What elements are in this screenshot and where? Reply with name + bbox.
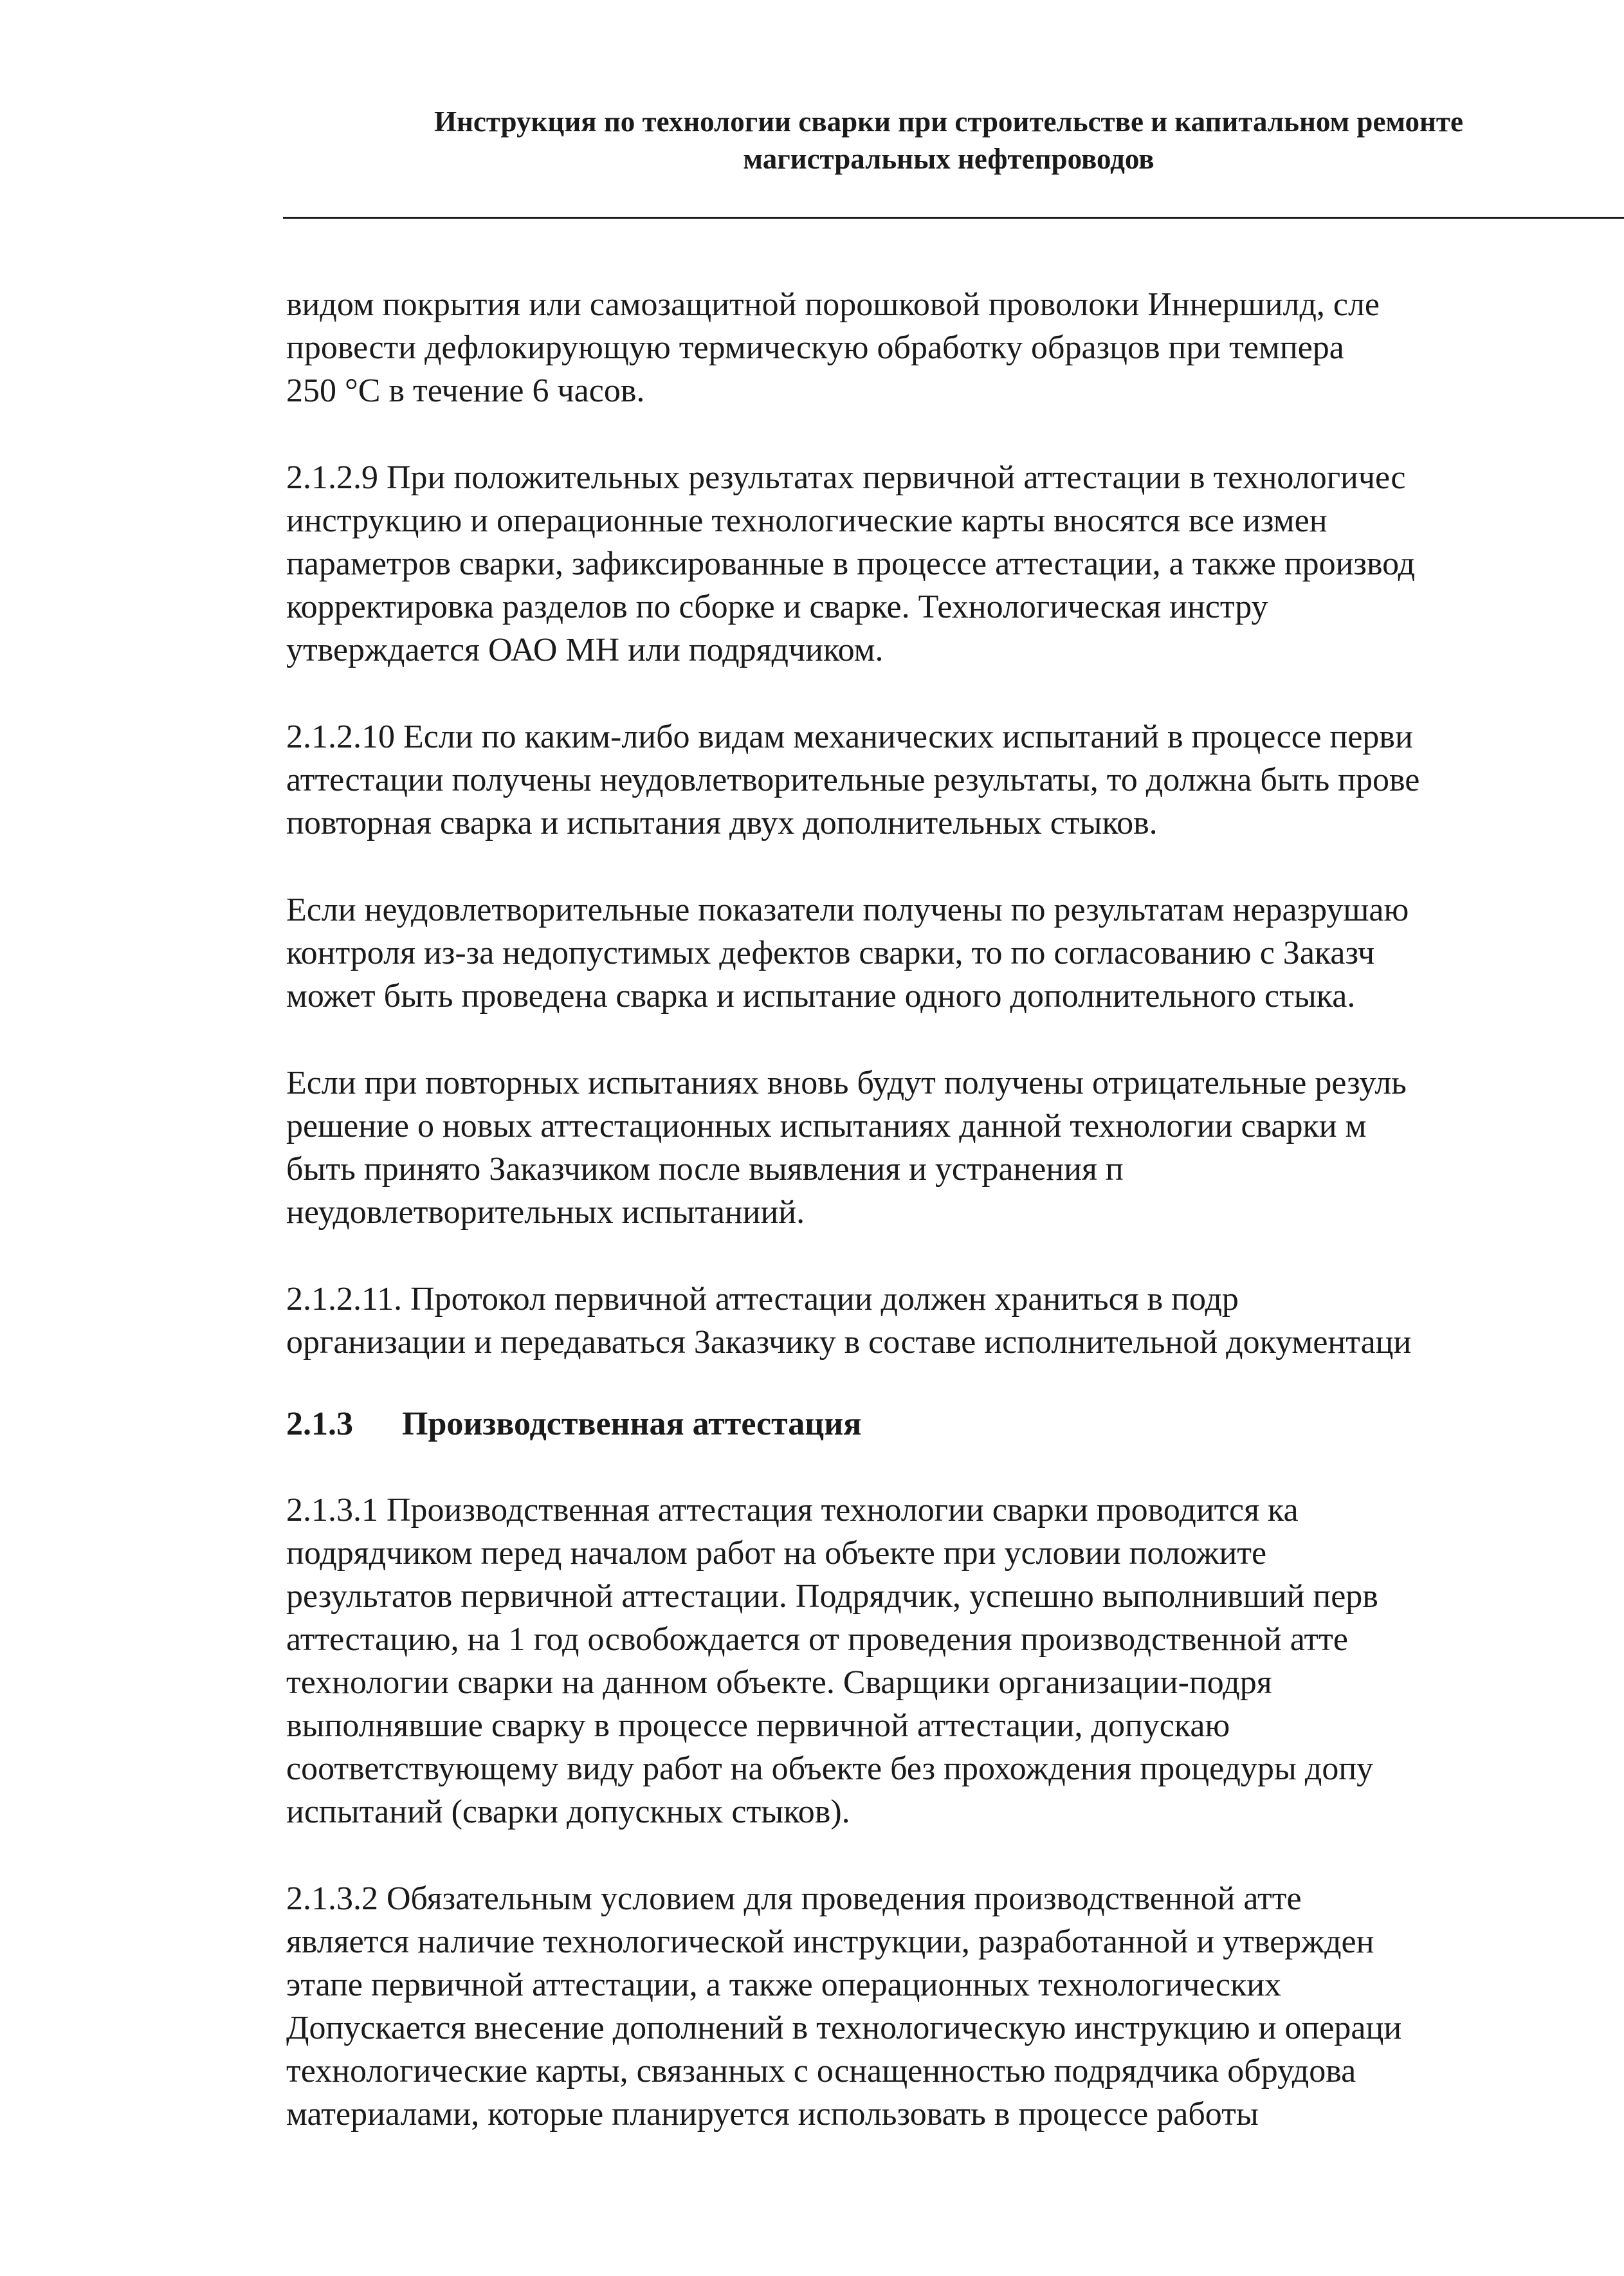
paragraph bbox=[286, 888, 1624, 1018]
text-line: корректировка разделов по сборке и сварке. Технологическая инстру bbox=[286, 589, 1268, 625]
document-body bbox=[286, 283, 1624, 2226]
paragraph bbox=[286, 1061, 1624, 1234]
paragraph bbox=[286, 283, 1624, 412]
text-line: Допускается внесение дополнений в технологическую инструкцию и операци bbox=[286, 2010, 1402, 2046]
text-line: утверждается ОАО МН или подрядчиком. bbox=[286, 632, 884, 668]
text-line: провести дефлокирующую термическую обработку образцов при темпера bbox=[286, 329, 1344, 366]
text-line: является наличие технологической инструкции, разработанной и утвержден bbox=[286, 1923, 1374, 1960]
paragraph-2-1-2-11 bbox=[286, 1278, 1624, 1364]
text-line: результатов первичной аттестации. Подрядчик, успешно выполнивший перв bbox=[286, 1578, 1378, 1615]
paragraph-2-1-2-9 bbox=[286, 456, 1624, 672]
text-line: 2.1.2.11. Протокол первичной аттестации должен храниться в подр bbox=[286, 1281, 1239, 1317]
text-line: контроля из-за недопустимых дефектов сварки, то по согласованию с Заказч bbox=[286, 935, 1375, 971]
text-line: 250 °С в течение 6 часов. bbox=[286, 372, 645, 409]
text-line: видом покрытия или самозащитной порошковой проволоки Иннершилд, сле bbox=[286, 286, 1380, 323]
section-title: Производственная аттестация bbox=[402, 1406, 862, 1442]
text-line: выполнявшие сварку в процессе первичной аттестации, допускаю bbox=[286, 1707, 1230, 1744]
paragraph-2-1-2-10 bbox=[286, 715, 1624, 845]
section-number: 2.1.3 bbox=[286, 1406, 353, 1442]
header-title-line-1: Инструкция по технологии сварки при строительстве и капитальном ремонте bbox=[433, 106, 1463, 138]
text-line: может быть проведена сварка и испытание одного дополнительного стыка. bbox=[286, 978, 1356, 1014]
text-line: Если неудовлетворительные показатели получены по результатам неразрушаю bbox=[286, 892, 1409, 928]
text-line: этапе первичной аттестации, а также операционных технологических bbox=[286, 1967, 1282, 2003]
text-line: испытаний (сварки допускных стыков). bbox=[286, 1794, 850, 1830]
text-line: неудовлетворительных испытаниий. bbox=[286, 1194, 805, 1231]
text-line: технологические карты, связанных с оснащенностью подрядчика обрудова bbox=[286, 2053, 1356, 2089]
text-line: технологии сварки на данном объекте. Сварщики организации-подря bbox=[286, 1664, 1272, 1701]
header-divider bbox=[283, 217, 1624, 219]
text-line: решение о новых аттестационных испытаниях данной технологии сварки м bbox=[286, 1108, 1367, 1144]
text-line: материалами, которые планируется использовать в процессе работы bbox=[286, 2096, 1259, 2133]
paragraph-2-1-3-1 bbox=[286, 1489, 1624, 1833]
section-heading bbox=[286, 1402, 1624, 1445]
text-line: быть принято Заказчиком после выявления и устранения п bbox=[286, 1151, 1124, 1188]
header-title-line-2: магистральных нефтепроводов bbox=[743, 143, 1154, 175]
text-line: аттестацию, на 1 год освобождается от проведения производственной атте bbox=[286, 1621, 1348, 1658]
text-line: 2.1.2.9 При положительных результатах первичной аттестации в технологичес bbox=[286, 459, 1406, 496]
text-line: подрядчиком перед началом работ на объекте при условии положите bbox=[286, 1535, 1267, 1572]
text-line: аттестации получены неудовлетворительные результаты, то должна быть прове bbox=[286, 762, 1420, 798]
document-header bbox=[283, 103, 1614, 178]
text-line: соответствующему виду работ на объекте без прохождения процедуры допу bbox=[286, 1750, 1374, 1787]
text-line: параметров сварки, зафиксированные в процессе аттестации, а также производ bbox=[286, 546, 1416, 582]
text-line: 2.1.3.2 Обязательным условием для проведения производственной атте bbox=[286, 1880, 1302, 1917]
text-line: Если при повторных испытаниях вновь будут получены отрицательные резуль bbox=[286, 1065, 1407, 1101]
text-line: 2.1.2.10 Если по каким-либо видам механических испытаний в процессе перви bbox=[286, 719, 1413, 755]
text-line: 2.1.3.1 Производственная аттестация технологии сварки проводится ка bbox=[286, 1492, 1299, 1528]
text-line: организации и передаваться Заказчику в составе исполнительной документаци bbox=[286, 1324, 1412, 1361]
paragraph-2-1-3-2 bbox=[286, 1877, 1624, 2136]
text-line: повторная сварка и испытания двух дополнительных стыков. bbox=[286, 805, 1158, 841]
text-line: инструкцию и операционные технологические карты вносятся все измен bbox=[286, 502, 1327, 539]
